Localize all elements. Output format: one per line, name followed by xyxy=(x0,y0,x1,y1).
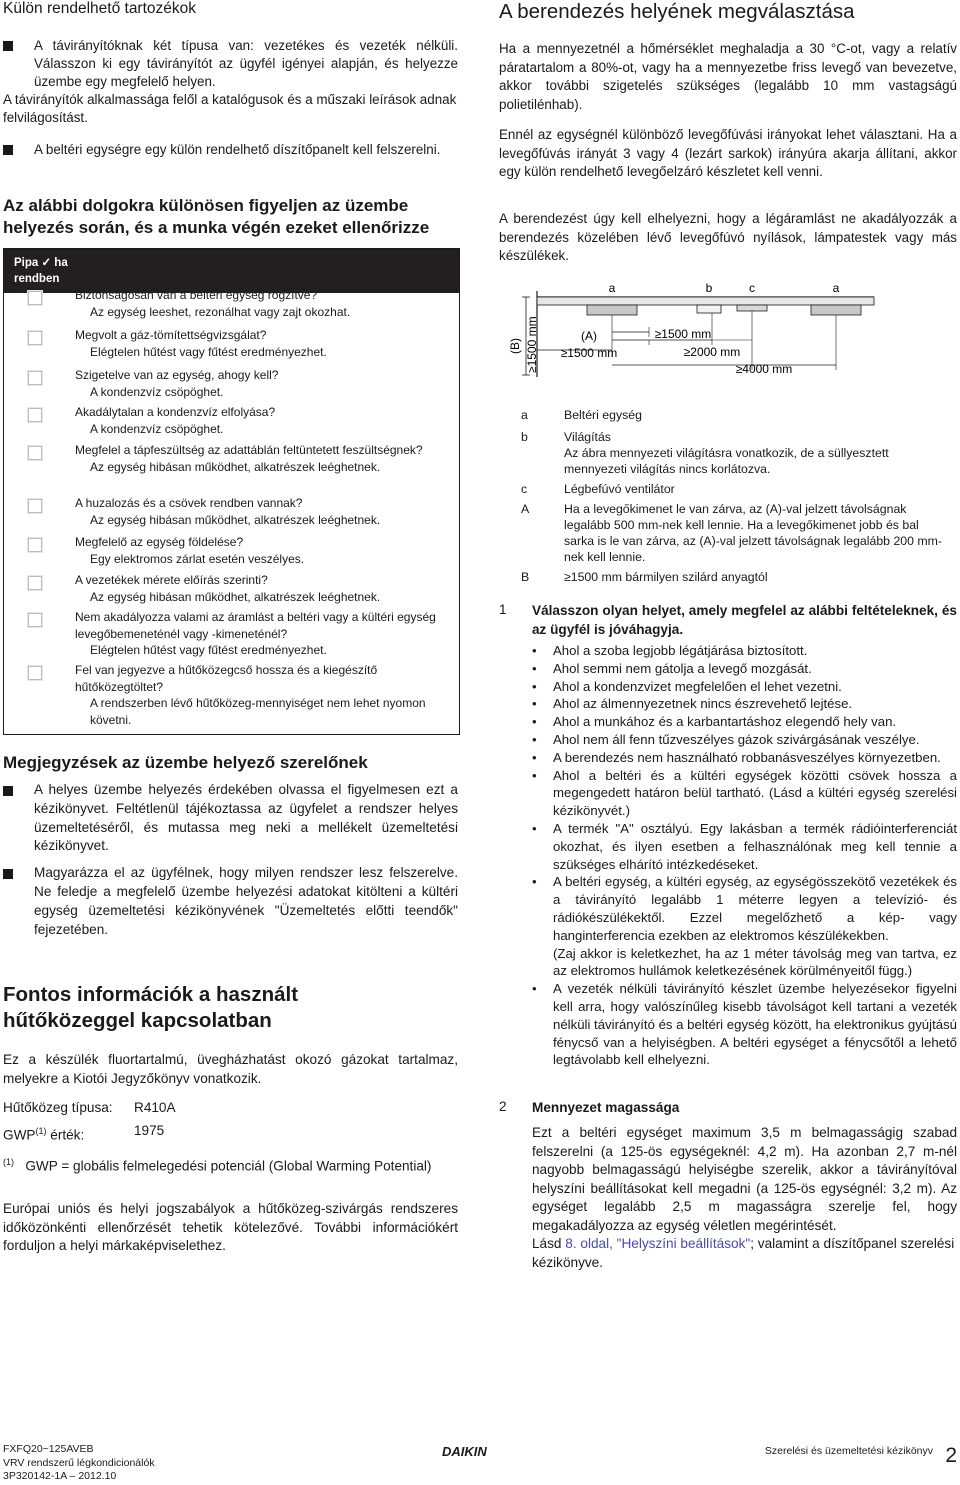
list-item: Magyarázza el az ügyfélnek, hogy milyen rendszer lesz felszerelve. Ne feledje a megfelelő üzembe helyezési adatokat kitölteni a kültéri egység üzemeltetési kézikönyvének "Üzemeltetés előtti teendők" fejezetében. xyxy=(3,864,458,939)
ceiling-height-ref: Lásd 8. oldal, "Helyszíni beállítások"; valamint a díszítőpanel szerelési kézikönyve. xyxy=(532,1236,955,1270)
checkbox[interactable] xyxy=(28,666,42,680)
checkbox[interactable] xyxy=(28,613,42,627)
diagram-label-b: b xyxy=(705,281,713,295)
diagram-label-A: (A) xyxy=(581,329,597,343)
settings-page-link[interactable]: 8. oldal, "Helyszíni beállítások" xyxy=(565,1236,751,1251)
square-bullet-icon xyxy=(3,786,13,796)
diagram-label-B: (B) xyxy=(508,338,522,354)
list-item: • A beltéri egység, a kültéri egység, az egységösszekötő vezetékek és a távirányító legalább 1 méterre legyen a televízió- és rádiókészülékektől. Ezzel megelőzhető a kép- vagy hanginterferencia ezekben az elektromos készülékekben. xyxy=(532,874,957,943)
checkbox[interactable] xyxy=(28,371,42,385)
diagram-label-a: a xyxy=(832,281,840,295)
location-para-3: A berendezést úgy kell elhelyezni, hogy a légáramlást ne akadályozzák a berendezés közelében lévő levegőfúvó nyílások, lámpatestek vagy más készülékek. xyxy=(499,211,957,263)
list-item: A helyes üzembe helyezés érdekében olvassa el figyelmesen ezt a kézikönyvet. Feltétlenül tájékoztassa az ügyfelet a rendszer helyes üzemeltetéséről, és mutassa meg neki a mellékelt üzemeltetési kézikönyvet. xyxy=(3,781,458,856)
checkbox[interactable] xyxy=(28,408,42,422)
installer-notes-list xyxy=(3,781,458,939)
footer-manual-title: Szerelési és üzemeltetési kézikönyv xyxy=(764,1445,933,1457)
section-title-refrigerant: Fontos információk a használt hűtőközeggel kapcsolatban xyxy=(3,983,299,1032)
footer-product-info: FXFQ20~125AVEB VRV rendszerű légkondicionálók 3P320142-1A – 2012.10 xyxy=(3,1443,155,1482)
check-consequence: Az egység hibásan működhet, alkatrészek leéghetnek. xyxy=(90,512,381,527)
checkbox[interactable] xyxy=(28,331,42,345)
checkbox[interactable] xyxy=(28,576,42,590)
check-question: A huzalozás és a csövek rendben vannak? xyxy=(75,496,303,510)
check-consequence: A kondenzvíz csöpöghet. xyxy=(90,384,224,399)
check-question: Megfelel a tápfeszültség az adattáblán feltüntetett feszültségnek? xyxy=(75,443,423,457)
diagram-dim-A: ≥1500 mm xyxy=(560,346,618,360)
diagram-label-a: a xyxy=(608,281,616,295)
diagram-dim-B: ≥1500 mm xyxy=(525,316,539,373)
square-bullet-icon xyxy=(3,41,13,51)
check-question: Akadálytalan a kondenzvíz elfolyása? xyxy=(75,405,276,419)
check-consequence: A kondenzvíz csöpöghet. xyxy=(90,421,224,436)
list-item: • Ahol az álmennyezetnek nincs észrevehető lejtése. xyxy=(532,696,853,712)
list-item: • Ahol a munkához és a karbantartáshoz elegendő hely van. xyxy=(532,714,897,730)
list-item: • Ahol a beltéri és a kültéri egységek közötti csövek hossza a megengedett határon belül tartható. (Lásd a kültéri egység szerelési kézikönyvét.) xyxy=(532,767,957,819)
gwp-value: 1975 xyxy=(134,1123,165,1138)
page-footer xyxy=(3,1443,957,1483)
check-question: A vezetékek mérete előírás szerinti? xyxy=(75,573,268,587)
check-consequence: A rendszerben lévő hűtőközeg-mennyiséget nem lehet nyomon követni. xyxy=(90,696,426,727)
page-number: 2 xyxy=(945,1444,957,1467)
list-item: • A vezeték nélküli távirányító készlet üzembe helyezésekor figyelni kell arra, hogy valószínűleg kisebb távolságot kell tartani a vezeték nélküli távirányító és a beltéri egység között, ha elektronikus gyújtású fénycső van a helyiségben. A beltéri egységet a fénycsőtől a lehető legtávolabb kell elhelyezni. xyxy=(532,981,957,1068)
checkbox[interactable] xyxy=(28,538,42,552)
gwp-footnote: $^{(1)}$ GWP = globális felmelegedési potenciál (Global Warming Potential) xyxy=(3,1157,432,1174)
check-consequence: Elégtelen hűtést vagy fűtést eredményezhet. xyxy=(90,643,327,657)
section-title-accessories: Külön rendelhető tartozékok xyxy=(3,0,197,17)
conditions-list xyxy=(532,642,957,1069)
check-question: Szigetelve van az egység, ahogy kell? xyxy=(75,368,279,382)
square-bullet-icon xyxy=(3,869,13,879)
svg-text:DAIKIN: DAIKIN xyxy=(442,1444,487,1459)
check-question: Biztonságosan van a beltéri egység rögzítve? xyxy=(75,288,318,302)
list-item-continuation: (Zaj akkor is keletkezhet, ha az 1 méter távolság meg van tartva, ez az elektromos hullámok keletkezésének körülményeitől függ.) xyxy=(553,945,957,979)
diagram-dim-1500: ≥1500 mm xyxy=(654,327,712,341)
legend-item: B ≥1500 mm bármilyen szilárd anyagtól xyxy=(521,570,768,584)
check-consequence: Az egység leeshet, rezonálhat vagy zajt okozhat. xyxy=(90,304,351,319)
list-item: A távirányítóknak két típusa van: vezetékes és vezeték nélküli. Válasszon ki egy távirányítót az ügyfél igényei alapján, és helyezze üzembe egy megfelelő helyen. xyxy=(3,37,458,91)
square-bullet-icon xyxy=(3,145,13,155)
check-consequence: Az egység hibásan működhet, alkatrészek leéghetnek. xyxy=(90,459,381,474)
daikin-logo xyxy=(442,1443,522,1459)
check-consequence: Elégtelen hűtést vagy fűtést eredményezhet. xyxy=(90,344,327,359)
list-item: • Ahol a szoba legjobb légátjárása biztosított. xyxy=(532,643,808,658)
accessories-list xyxy=(3,37,458,159)
installation-checklist xyxy=(3,248,460,735)
refrigerant-type-label: Hűtőközeg típusa: xyxy=(3,1100,113,1115)
section-title-checks: Az alábbi dolgokra különösen figyeljen az üzembe helyezés során, és a munka végén ezeket ellenőrizze xyxy=(3,196,430,237)
section-title-installer-notes: Megjegyzések az üzembe helyező szerelőnek xyxy=(3,753,368,772)
list-item: • A berendezés nem használható robbanásveszélyes környezetben. xyxy=(532,749,941,765)
location-para-1: Ha a mennyezetnél a hőmérséklet meghaladja a 30 °C-ot, vagy a relatív páratartalom a 80%-ot, vagy ha a mennyezetbe friss levegő van bevezetve, akkor további szigetelés szükséges (legalább 10 mm vastagságú polietilénhab). xyxy=(499,41,957,112)
list-item: • Ahol semmi nem gátolja a levegő mozgását. xyxy=(532,660,812,676)
ceiling-height-text: Ezt a beltéri egységet maximum 3,5 m belmagasságig szabad felszerelni (a 125-ös egységeknél: 4,2 m). Ha azonban 2,7 m-nél nagyobb belmagasságú helyiségbe szerelik, akkor a távirányítóval helyszíni beállításokat kell megadni (a 125-ös egységnél: 3,2 m). Az egységet legalább 2,5 m magasságra szerelje fel, hogy megakadályozza az egység véletlen megérintését. Lásd 8. oldal, "Helyszíni beállítások"; valamint a díszítőpanel szerelési kézikönyve. xyxy=(532,1124,957,1272)
check-question: Megfelelő az egység földelése? xyxy=(75,535,244,549)
checkbox[interactable] xyxy=(28,291,42,305)
check-question: Megvolt a gáz-tömítettségvizsgálat? xyxy=(75,328,267,342)
list-item: • Ahol nem áll fenn tűzveszélyes gázok szivárgásának veszélye. xyxy=(532,731,920,747)
checkbox[interactable] xyxy=(28,499,42,513)
list-item: A beltéri egységre egy külön rendelhető díszítőpanelt kell felszerelni. xyxy=(3,141,458,159)
list-item-continuation: A távirányítók alkalmassága felől a katalógusok és a műszaki leírások adnak felvilágosítást. xyxy=(3,92,457,125)
diagram-dim-4000: ≥4000 mm xyxy=(735,362,793,376)
check-consequence: Az egység hibásan működhet, alkatrészek leéghetnek. xyxy=(90,589,381,604)
list-item: • A termék "A" osztályú. Egy lakásban a termék rádióinterferenciát okozhat, és ilyen esetben a felhasználónak meg kell tennie a szükséges elhárító intézkedéseket. xyxy=(532,820,957,872)
check-question: Nem akadályozza valami az áramlást a beltéri vagy a kültéri egység levegőbemeneténél vagy -kimeneténél? xyxy=(75,610,436,641)
refrigerant-type-row xyxy=(3,1099,458,1119)
diagram-label-c: c xyxy=(749,281,755,295)
check-question: Fel van jegyezve a hűtőközegcső hossza és a kiegészítő hűtőközegtöltet? xyxy=(75,663,378,694)
diagram-dim-2000: ≥2000 mm xyxy=(683,345,741,359)
section-title-location: A berendezés helyének megválasztása xyxy=(499,0,855,23)
legend-item: c Légbefúvó ventilátor xyxy=(521,482,675,496)
regulation-note: Európai uniós és helyi jogszabályok a hűtőközeg-szivárgás rendszeres időközönkénti ellenőrzését tehetik kötelezővé. További információkért forduljon a helyi márkaképviselethez. xyxy=(3,1201,458,1253)
refrigerant-intro: Ez a készülék fluortartalmú, üvegházhatást okozó gázokat tartalmaz, melyekre a Kiotói Jegyzőkönyv vonatkozik. xyxy=(3,1052,458,1086)
gwp-row: GWP$^{(1)}$ érték: 1975 xyxy=(3,1123,165,1143)
refrigerant-type-value: R410A xyxy=(134,1100,176,1115)
legend-item: b Világítás Az ábra mennyezeti világításra vonatkozik, de a süllyesztett mennyezeti világítás nincs korlátozva. xyxy=(521,430,889,476)
location-para-2: Ennél az egységnél különböző levegőfúvási irányokat lehet választani. Ha a levegőfúvás irányát 3 vagy 4 (lezárt sarkok) irányúra akarja állítani, akkor egy külön rendelhető levegőelzáró készletet kell venni. xyxy=(499,127,957,179)
list-item: • Ahol a kondenzvizet megfelelően el lehet vezetni. xyxy=(532,678,842,694)
checkbox[interactable] xyxy=(28,446,42,460)
legend-item: a Beltéri egység xyxy=(521,408,642,422)
legend-item: A Ha a levegőkimenet le van zárva, az (A)-val jelzett távolságnak legalább 500 mm-nek kell lennie. Ha a levegőkimenet jobb és bal sarka is le van zárva, az (A)-val jelzett távolságnak legalább 200 mm-nek kell lennie. xyxy=(521,502,942,564)
check-consequence: Egy elektromos zárlat esetén veszélyes. xyxy=(90,551,305,566)
clearance-diagram xyxy=(499,277,957,385)
checklist-header: Pipa ✓ ha rendben xyxy=(4,249,459,293)
